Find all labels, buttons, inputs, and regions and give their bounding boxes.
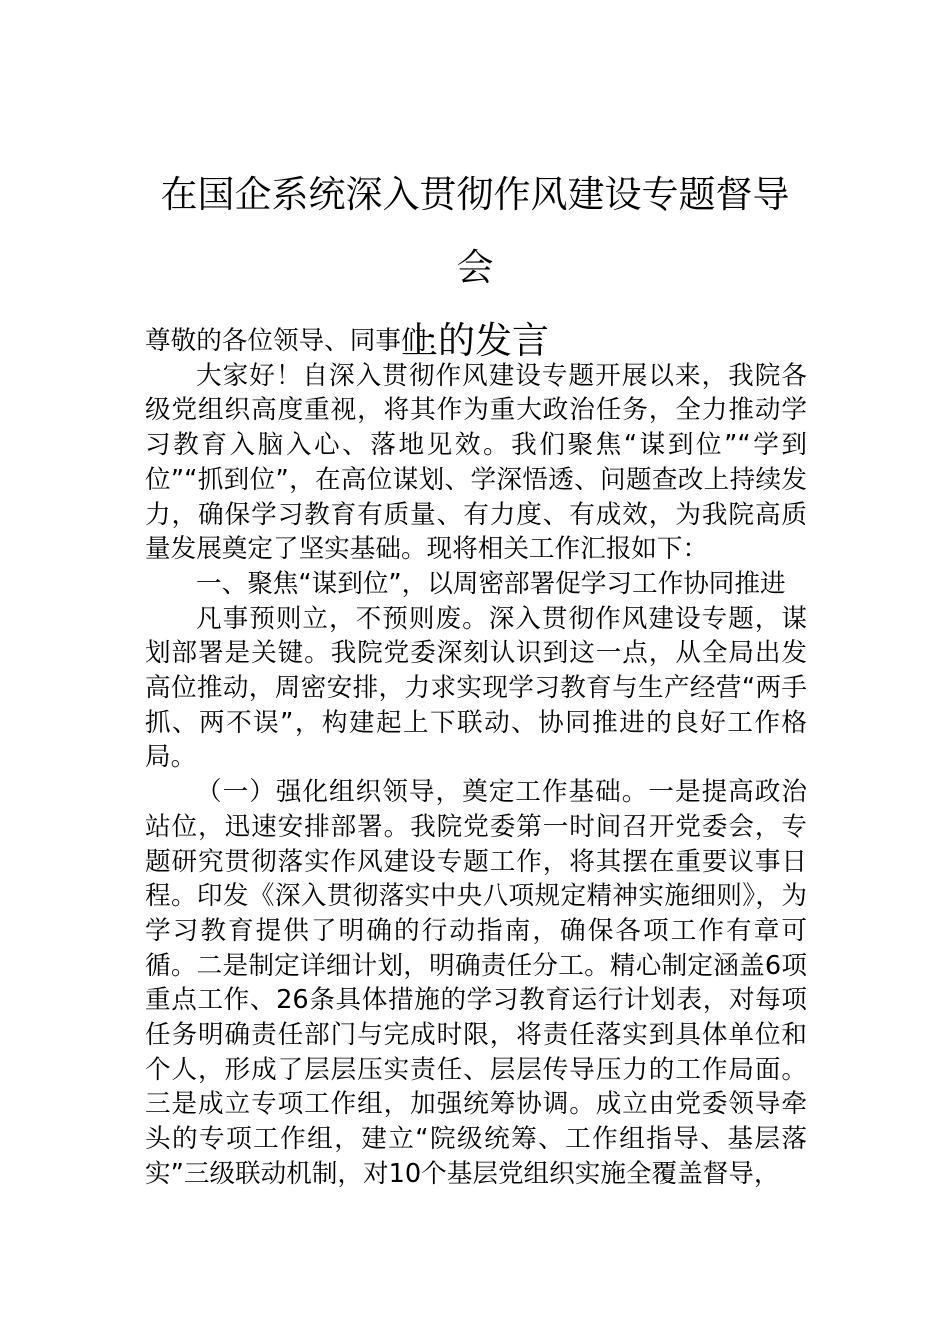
title-line-1: 在国企系统深入贯彻作风建设专题督导会 xyxy=(160,173,790,289)
paragraph-section-1: 凡事预则立，不预则废。深入贯彻作风建设专题，谋划部署是关键。我院党委深刻认识到这一点，从全局出发高位推动，周密安排，力求实现学习教育与生产经营“两手抓、两不误”，构建起上下联动、协同推进的良好工作格局。 xyxy=(145,603,807,773)
paragraph-subsection-1: （一）强化组织领导，奠定工作基础。一是提高政治站位，迅速安排部署。我院党委第一时间召开党委会，专题研究贯彻落实作风建设专题工作，将其摆在重要议事日程。印发《深入贯彻落实中央八项规定精神实施细则》，为学习教育提供了明确的行动指南，确保各项工作有章可循。二是制定详细计划，明确责任分工。精心制定涵盖6项重点工作、26条具体措施的学习教育运行计划表，对每项任务明确责任部门与完成时限，将责任落实到具体单位和个人，形成了层层压实责任、层层传导压力的工作局面。三是成立专项工作组，加强统筹协调。成立由党委领导牵头的专项工作组，建立“院级统筹、工作组指导、基层落实”三级联动机制，对10个基层党组织实施全覆盖督导， xyxy=(145,777,807,1189)
title-line-2: 上的发言 xyxy=(401,319,549,362)
paragraph-intro: 大家好！自深入贯彻作风建设专题开展以来，我院各级党组织高度重视，将其作为重大政治任务，全力推动学习教育入脑入心、落地见效。我们聚焦“谋到位”“学到位”“抓到位”，在高位谋划、学深悟透、问题查改上持续发力，确保学习教育有质量、有力度、有成效，为我院高质量发展奠定了坚实基础。现将相关工作汇报如下： xyxy=(145,360,807,565)
document-body xyxy=(145,324,807,1192)
section-heading-1: 一、聚焦“谋到位”，以周密部署促学习工作协同推进 xyxy=(196,568,786,599)
greeting: 尊敬的各位领导、同事们： xyxy=(145,326,453,356)
